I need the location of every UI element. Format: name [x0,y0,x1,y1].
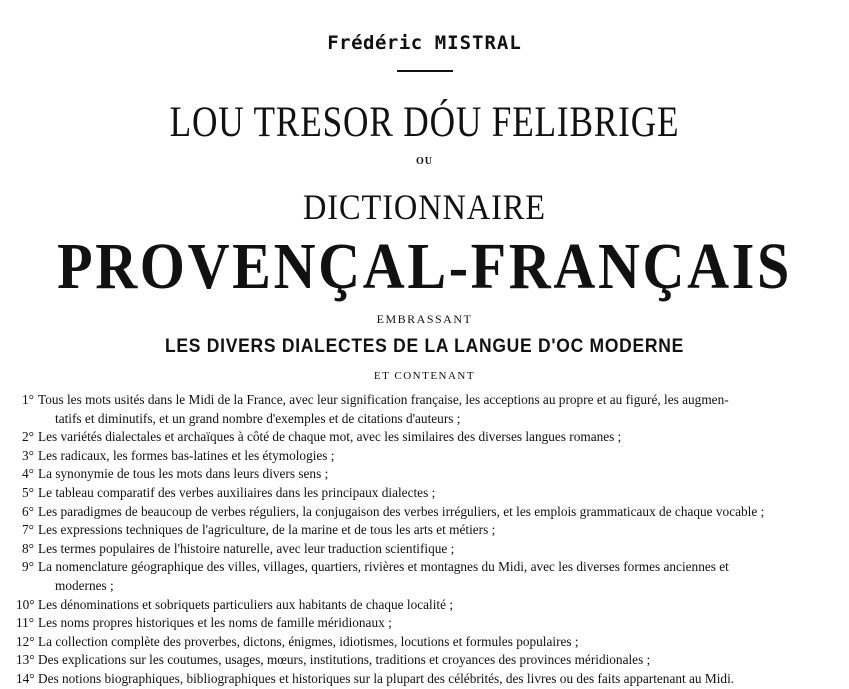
contents-list [16,391,836,689]
list-item [16,465,836,484]
item-text: Tous les mots usités dans le Midi de la France, avec leur signification française, les acceptions au propre et au figuré, les augmen- [38,392,729,407]
author-name [0,32,849,54]
item-text: Les radicaux, les formes bas-latines et les étymologies ; [38,447,335,463]
list-item [16,484,836,503]
list-item [16,540,836,559]
item-text: La synonymie de tous les mots dans leurs divers sens ; [38,466,329,482]
item-number: 10° [16,596,35,612]
item-number: 8° [22,540,34,556]
item-number: 1° [22,392,34,407]
author-last-name: MISTRAL [434,32,522,54]
item-text: Les variétés dialectales et archaïques à côté de chaque mot, avec les similaires des diverses langues romanes ; [38,429,622,445]
item-number: 11° [16,615,35,631]
title-line-1: LOU TRESOR DÓU FELIBRIGE [169,99,680,146]
item-number: 12° [16,633,35,649]
item-number: 13° [16,652,35,668]
list-item [16,614,836,633]
item-text: Des explications sur les coutumes, usages, mœurs, institutions, traditions et croyances des provinces méridionales ; [38,652,651,668]
list-item [16,651,836,670]
item-number: 14° [16,670,35,686]
item-number: 3° [22,447,34,463]
item-text: La nomenclature géographique des villes, villages, quartiers, rivières et montagnes du Midi, avec les diverses formes anciennes et [38,559,729,575]
author-first-name: Frédéric [327,32,423,54]
subtitle-dialectes: LES DIVERS DIALECTES DE LA LANGUE D'OC MODERNE [164,336,685,357]
list-item [16,391,836,428]
list-item [16,503,836,522]
list-item [16,428,836,447]
item-text: Les termes populaires de l'histoire naturelle, avec leur traduction scientifique ; [38,540,455,556]
divider-rule [397,70,453,72]
item-number: 5° [22,484,34,500]
item-text-continued: tatifs et diminutifs, et un grand nombre d'exemples et de citations d'auteurs ; [55,410,461,426]
item-text: Les paradigmes de beaucoup de verbes réguliers, la conjugaison des verbes irréguliers, et les emplois grammaticaux de chaque vocable ; [38,503,765,519]
list-item [16,596,836,615]
list-item [16,633,836,652]
item-text: Des notions biographiques, bibliographiques et historiques sur la plupart des célébrités, des livres ou des faits appartenant au Midi. [38,670,735,686]
list-item [16,558,836,595]
item-text: La collection complète des proverbes, dictons, énigmes, idiotismes, locutions et formules populaires ; [38,633,579,649]
title-ou: OU [416,156,433,167]
item-number: 6° [22,503,34,519]
list-item [16,521,836,540]
item-number: 7° [22,522,34,538]
item-text: Le tableau comparatif des verbes auxiliaires dans les principaux dialectes ; [38,484,436,500]
subtitle-embrassant: EMBRASSANT [376,312,473,326]
subtitle-contenant: ET CONTENANT [373,370,476,382]
list-item [16,670,836,689]
item-number: 4° [22,466,34,482]
item-text: Les dénominations et sobriquets particuliers aux habitants de chaque localité ; [38,596,454,612]
item-text: Les noms propres historiques et les noms de famille méridionaux ; [38,615,392,631]
item-number: 9° [22,559,34,575]
item-text: Les expressions techniques de l'agriculture, de la marine et de tous les arts et métiers ; [38,522,496,538]
item-number: 2° [22,429,34,445]
item-text-continued: modernes ; [55,577,114,593]
title-line-3: PROVENÇAL-FRANÇAIS [57,230,792,303]
title-line-2: DICTIONNAIRE [303,187,546,227]
list-item [16,447,836,466]
